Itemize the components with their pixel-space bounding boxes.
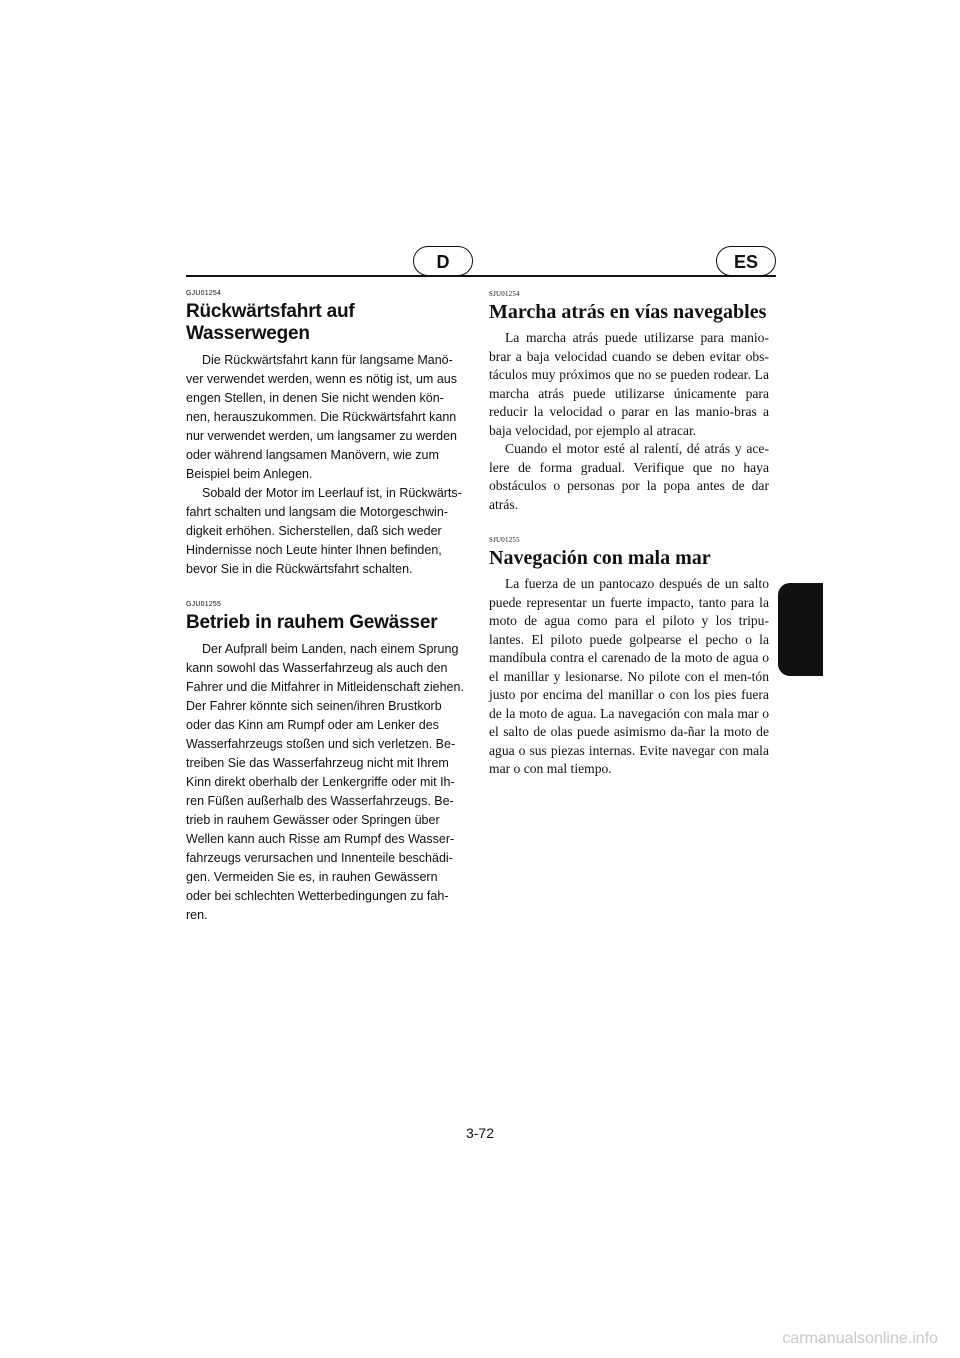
paragraph: La marcha atrás puede utilizarse para manio-brar a baja velocidad cuando se deben evitar obs-táculos muy próximos que no se pueden rodear. La marcha atrás puede utilizarse únicamente para reducir la velocidad o parar en las manio-bras a baja velocidad, por ejemplo al atracar. [489, 330, 769, 438]
section-code: GJU01254 [186, 290, 222, 297]
section-title: Betrieb in rauhem Gewässer [186, 612, 438, 633]
spanish-section-reverse [489, 290, 769, 514]
paragraph: Der Aufprall beim Landen, nach einem Sprung kann sowohl das Wasserfahrzeug als auch den Fahrer und die Mitfahrer in Mitleidenschaft ziehen. Der Fahrer könnte sich seinen/ihren Brustkorb oder das Kinn am Rumpf oder am Lenker des Wasserfahrzeugs stoßen und sich verletzen. Be-treiben Sie das Wasserfahrzeug nicht mit Ihrem Kinn direkt oberhalb der Lenkergriffe oder mit Ih-ren Füßen außerhalb des Wasserfahrzeugs. Be-trieb in rauhem Gewässer oder Springen über Wellen kann auch Risse am Rumpf des Wasser-fahrzeugs verursachen und Innenteile beschädi-gen. Vermeiden Sie es, in rauhen Gewässern oder bei schlechten Wetterbedingungen zu fah-ren. [186, 642, 464, 922]
paragraph: Sobald der Motor im Leerlauf ist, in Rückwärts-fahrt schalten und langsam die Motorgeschwin-digkeit erhöhen. Sicherstellen, daß sich weder Hindernisse noch Leute hinter Ihnen befinden, bevor Sie in die Rückwärtsfahrt schalten. [186, 486, 462, 576]
chapter-thumb-tab [778, 583, 823, 676]
section-code: SJU01255 [489, 536, 520, 544]
spanish-column [489, 290, 769, 801]
page-number: 3-72 [465, 1125, 495, 1141]
spanish-section-rough-sea [489, 536, 769, 779]
section-code: GJU01255 [186, 601, 222, 608]
section-title: Rückwärtsfahrt auf Wasserwegen [186, 301, 355, 344]
paragraph: La fuerza de un pantocazo después de un salto puede representar un fuerte impacto, tanto para la moto de agua como para el piloto y los tripu-lantes. El piloto puede golpearse el pecho o la mandíbula contra el carenado de la moto de agua o el manillar y lesionarse. No pilote con el men-tón justo por encima del manillar o con los pies fuera de la moto de agua. La navegación con mala mar o el salto de olas puede asimismo da-ñar la moto de agua o sus piezas internas. Evite navegar con mala mar o con mal tiempo. [489, 576, 769, 776]
paragraph: Die Rückwärtsfahrt kann für langsame Manö-ver verwendet werden, wenn es nötig ist, um aus engen Stellen, in denen Sie nicht wenden kön-nen, herauszukommen. Die Rückwärtsfahrt kann nur verwendet werden, um langsamer zu werden oder während langsamen Manövern, wie zum Beispiel beim Anlegen. [186, 353, 457, 481]
german-section-reverse [186, 290, 466, 579]
header-rule [186, 275, 776, 277]
language-badge-german: D [413, 246, 473, 276]
section-code: SJU01254 [489, 290, 520, 298]
german-column [186, 290, 466, 947]
german-section-rough-water [186, 601, 466, 925]
section-title: Marcha atrás en vías navegables [489, 301, 767, 323]
language-badge-spanish: ES [716, 246, 776, 276]
section-title: Navegación con mala mar [489, 547, 711, 569]
paragraph: Cuando el motor esté al ralentí, dé atrás y ace-lere de forma gradual. Verifique que no haya obstáculos o personas por la popa antes de dar atrás. [489, 441, 769, 512]
watermark: carmanualsonline.info [782, 1330, 938, 1347]
